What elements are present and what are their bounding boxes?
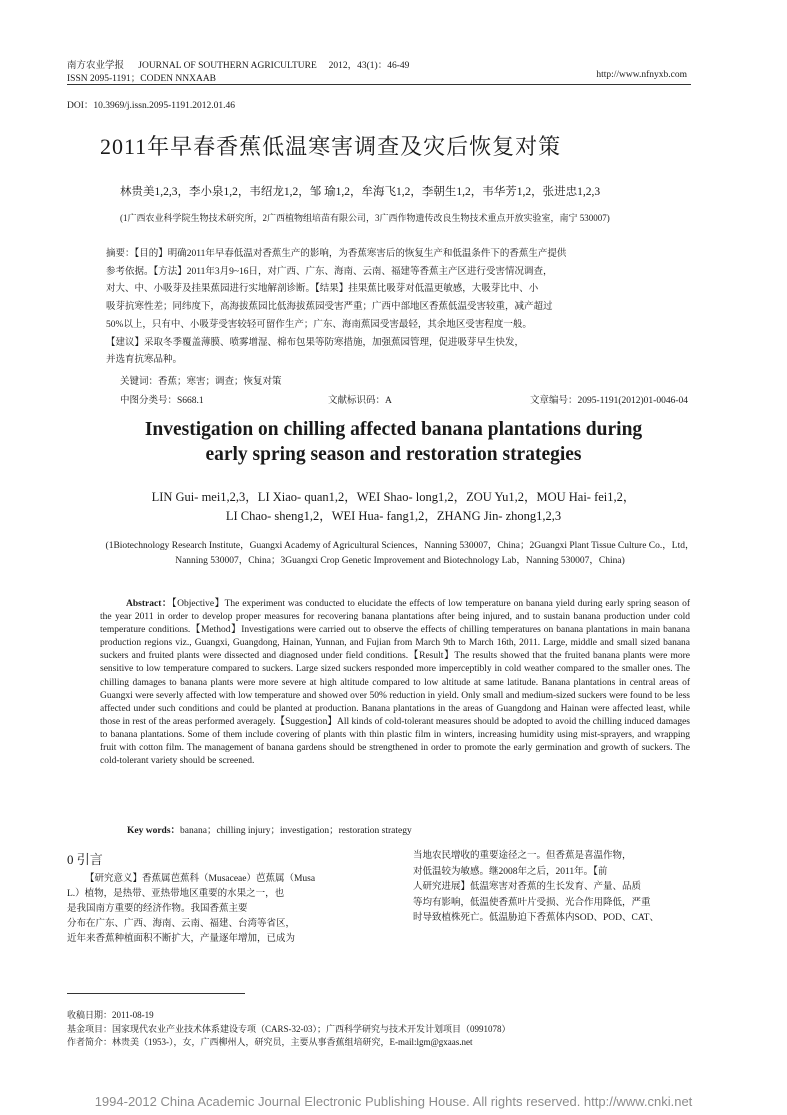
chinese-abstract-line: 并选育抗寒品种。	[106, 355, 183, 366]
chinese-abstract-line: 吸芽抗寒性差；同纬度下，高海拔蕉园比低海拔蕉园受害严重；广西中部地区香蕉低温受害较重，减产超过	[106, 302, 553, 313]
keywords-label: Key words：	[127, 826, 181, 836]
chinese-abstract	[106, 246, 688, 370]
section-heading: 0 引言	[67, 852, 103, 867]
journal-name-en: JOURNAL OF SOUTHERN AGRICULTURE	[138, 61, 317, 71]
abstract-label: Abstract：	[126, 599, 172, 609]
document-code: 文献标识码：A	[328, 396, 392, 406]
body-right-column	[413, 849, 719, 927]
cnki-footer: 1994-2012 China Academic Journal Electronic Publishing House. All rights reserved. http://www.cnki.net	[94, 1094, 693, 1109]
chinese-abstract-line: 对大、中、小吸芽及挂果蕉园进行实地解剖诊断。【结果】挂果蕉比吸芽对低温更敏感，大吸芽比中、小	[106, 284, 539, 295]
chinese-abstract-line: 【建议】采取冬季覆盖薄膜、喷雾增湿、棉布包果等防寒措施，加强蕉园管理，促进吸芽早生快发，	[106, 337, 525, 348]
running-header	[67, 57, 409, 71]
body-left-column	[67, 872, 373, 947]
chinese-title: 2011年早春香蕉低温寒害调查及灾后恢复对策	[100, 134, 562, 159]
received-date: 收稿日期：2011-08-19	[67, 1010, 154, 1020]
keywords-body: banana；chilling injury；investigation；restoration strategy	[180, 826, 412, 836]
issn-line: ISSN 2095-1191；CODEN NNXAAB	[67, 74, 217, 84]
article-number: 文章编号：2095-1191(2012)01-0046-04	[530, 396, 688, 406]
clc-number: 中图分类号：S668.1	[120, 396, 204, 406]
body-line: L.）植物，是热带、亚热带地区重要的水果之一，也	[67, 889, 285, 899]
english-authors-line: LIN Gui- mei1,2,3，LI Xiao- quan1,2，WEI Shao- long1,2，ZOU Yu1,2，MOU Hai- fei1,2，	[151, 490, 636, 504]
english-keywords	[127, 822, 412, 836]
english-affiliations: (1Biotechnology Research Institute，Guangxi Academy of Agricultural Sciences，Nanning 530007，China；2Guangxi Plant Tissue Culture Co.，Ltd，Nanning 530007，China；3Guangxi Crop Genetic Improvement and Biotechnology Lab，Nanning 530007，China)	[105, 541, 695, 566]
classification-row	[120, 392, 688, 406]
chinese-abstract-line: 摘要：【目的】明确2011年早春低温对香蕉生产的影响，为香蕉寒害后的恢复生产和低温条件下的香蕉生产提供	[106, 249, 567, 259]
body-line: 时导致植株死亡。低温胁迫下香蕉体内SOD、POD、CAT、	[413, 913, 659, 923]
body-line: 当地农民增收的重要途径之一。但香蕉是喜温作物，	[413, 851, 632, 861]
chinese-keywords: 关键词：香蕉；寒害；调查；恢复对策	[120, 377, 282, 387]
author-info: 作者简介：林贵美（1953-），女，广西柳州人，研究员，主要从事香蕉组培研究，E-mail:lgm@gxaas.net	[67, 1037, 473, 1047]
english-authors-line: LI Chao- sheng1,2，WEI Hua- fang1,2，ZHANG Jin- zhong1,2,3	[225, 509, 562, 523]
english-title-line: Investigation on chilling affected banana plantations during	[144, 419, 643, 440]
body-line: 等均有影响，低温使香蕉叶片受损、光合作用降低，严重	[413, 897, 651, 908]
footnotes	[67, 1009, 511, 1050]
journal-year-volume: 2012，43(1)：46-49	[328, 61, 410, 71]
chinese-affiliations: (1广西农业科学院生物技术研究所，2广西植物组培苗有限公司，3广西作物遗传改良生物技术重点开放实验室，南宁 530007)	[120, 213, 610, 223]
journal-name-cn: 南方农业学报	[67, 61, 125, 71]
footnote-rule	[67, 993, 245, 994]
body-line: 【研究意义】香蕉属芭蕉科（Musaceae）芭蕉属（Musa	[85, 874, 316, 884]
chinese-abstract-line: 50%以上，只有中、小吸芽受害较轻可留作生产；广东、海南蕉园受害最轻，其余地区受害程度一般。	[106, 319, 532, 330]
english-abstract	[100, 598, 690, 768]
body-line: 是我国南方重要的经济作物。我国香蕉主要	[67, 904, 248, 914]
chinese-authors: 林贵美1,2,3，李小泉1,2，韦绍龙1,2，邹 瑜1,2，牟海飞1,2，李朝生1,2，韦华芳1,2，张进忠1,2,3	[120, 186, 601, 198]
journal-url[interactable]: http://www.nfnyxb.com	[596, 70, 687, 80]
abstract-body: 【Objective】The experiment was conducted to elucidate the effects of low temperature on banana yield during early spring season of the year 2011 in order to develop proper measures for recovering banana plantations after being injured, and to sustain banana production under cold temperature conditions.【Method】Investigations were carried out to observe the effects of chilling temperatures on banana plantations in main banana production regions viz., Guangxi, Guangdong, Hainan, Yunnan, and Fujian from March 9th to March 16th, 2011. Large, middle and small sized banana suckers and fruited plants were dissected and diagnosed under field conditions.【Result】The results showed that the fruited banana plants were more sensitive to low temperature compared to suckers. Large sized suckers responded more imperceptibly in cold weather compared to the smaller ones. The chilling damages to banana plants were more severe at high altitude compared to low altitude at same latitude. Banana plantations in central areas of Guangxi were severly affected with low temperature and showed over 50% reduction in yield. Only small and medium-sized suckers were found to be less affected under such conditions and could be planted at production. Banana plantations in the areas of Guangdong and Hainan were affected least, while those in rest of the areas performed averagely.【Suggestion】All kinds of cold-tolerant measures should be adopted to avoid the chilling induced damages to banana plantations. Some of them include covering of plants with thin plastic film in winters, increasing humidity using mist-sprayers, and wrapping fruit with cotton film. The management of banana gardens should be strengthened in order to promote the early germination and growth of suckers. The cold-tolerant variety should be screened.	[100, 599, 690, 767]
chinese-abstract-line: 参考依据。【方法】2011年3月9~16日，对广西、广东、海南、云南、福建等香蕉主产区进行受害情况调查，	[106, 266, 553, 277]
doi: DOI：10.3969/j.issn.2095-1191.2012.01.46	[67, 101, 236, 111]
body-line: 对低温较为敏感。继2008年之后，2011年。【前	[413, 866, 608, 877]
body-line: 人研究进展】低温寒害对香蕉的生长发育、产量、品质	[413, 882, 642, 892]
english-authors	[0, 488, 787, 526]
body-line: 分布在广东、广西、海南、云南、福建、台湾等省区，	[67, 919, 296, 929]
header-rule	[67, 84, 691, 85]
funding-info: 基金项目：国家现代农业产业技术体系建设专项（CARS-32-03）；广西科学研究与技术开发计划项目（0991078）	[67, 1023, 511, 1034]
english-title-line: early spring season and restoration strategies	[205, 444, 582, 465]
body-line: 近年来香蕉种植面积不断扩大，产量逐年增加，已成为	[67, 934, 296, 944]
english-title	[0, 417, 787, 467]
